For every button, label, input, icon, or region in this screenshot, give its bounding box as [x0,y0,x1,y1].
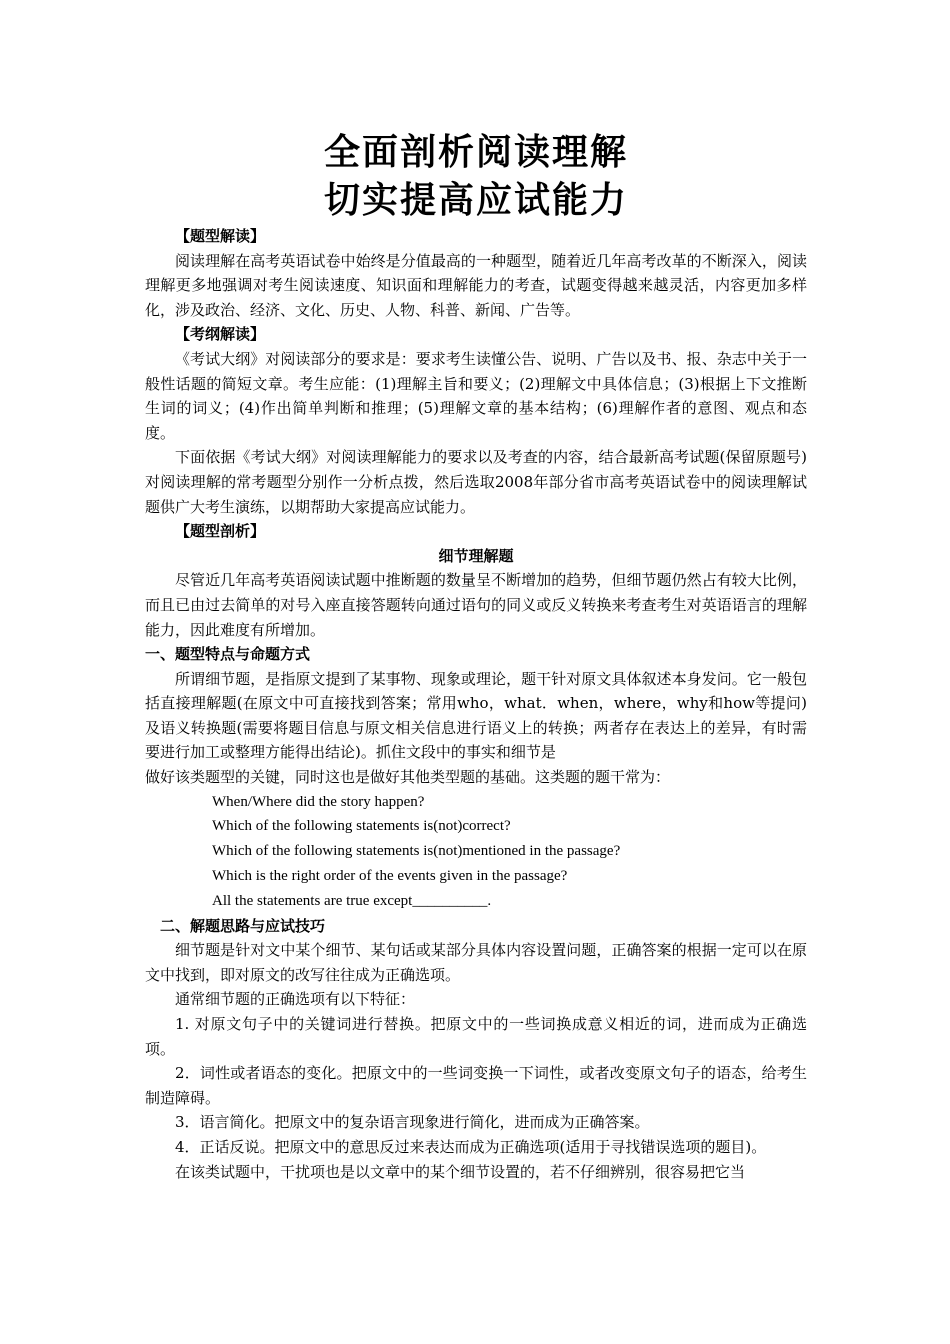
example-question: All the statements are true except__________. [212,892,492,909]
section-paragraph: 阅读理解在高考英语试卷中始终是分值最高的一种题型，随着近几年高考改革的不断深入，阅读理解更多地强调对考生阅读速度、知识面和理解能力的考查，试题变得越来越灵活，内容更加多样化，涉及政治、经济、文化、历史、人物、科普、新闻、广告等。 [145,251,807,319]
section-paragraph: 《考试大纲》对阅读部分的要求是：要求考生读懂公告、说明、广告以及书、报、杂志中关于一般性话题的简短文章。考生应能：(1)理解主旨和要义；(2)理解文中具体信息；(3)根据上下文推断生词的词义；(4)作出简单判断和推理；(5)理解文章的基本结构；(6)理解作者的意图、观点和态度。 [145,349,807,442]
list-item: 4．正话反说。把原文中的意思反过来表达而成为正确选项(适用于寻找错误选项的题目)。 [175,1137,767,1156]
part-heading-1: 一、题型特点与命题方式 [145,645,311,664]
list-item: 3．语言简化。把原文中的复杂语言现象进行简化，进而成为正确答案。 [175,1113,650,1132]
section-paragraph: 尽管近几年高考英语阅读试题中推断题的数量呈不断增加的趋势，但细节题仍然占有较大比例，而且已由过去简单的对号入座直接答题转向通过语句的同义或反义转换来考查考生对英语语言的理解能力，因此难度有所增加。 [145,571,807,639]
section-paragraph: 通常细节题的正确选项有以下特征： [175,990,416,1009]
section-paragraph: 细节题是针对文中某个细节、某句话或某部分具体内容设置问题，正确答案的根据一定可以在原文中找到，即对原文的改写往往成为正确选项。 [145,941,807,984]
section-paragraph: 所谓细节题，是指原文提到了某事物、现象或理论，题干针对原文具体叙述本身发问。它一般包括直接理解题(在原文中可直接找到答案；常用who，what．when，where，why和how等提问)及语义转换题(需要将题目信息与原文相关信息进行语义上的转换；两者存在表达上的差异，有时需要进行加工或整理方能得出结论)。抓住文段中的事实和细节是 [145,669,807,762]
subsection-title: 细节理解题 [438,546,514,565]
part-heading-2: 二、解题思路与应试技巧 [160,916,326,935]
section-paragraph: 在该类试题中，干扰项也是以文章中的某个细节设置的，若不仔细辨别，很容易把它当 [175,1162,746,1181]
example-question: Which of the following statements is(not)mentioned in the passage? [212,843,621,860]
example-question: Which is the right order of the events given in the passage? [212,868,568,885]
section-paragraph-continued: 做好该类题型的关键，同时这也是做好其他类型题的基础。这类题的题干常为： [145,768,671,787]
title-line-1: 全面剖析阅读理解 [323,131,628,173]
section-heading-type-reading: 【题型解读】 [175,227,266,245]
example-question: When/Where did the story happen? [212,793,425,810]
list-item: 2．词性或者语态的变化。把原文中的一些词变换一下词性，或者改变原文句子的语态，给考生制造障碍。 [145,1064,807,1107]
example-question: Which of the following statements is(not)correct? [212,818,511,835]
title-line-2: 切实提高应试能力 [323,179,628,221]
section-heading-syllabus: 【考纲解读】 [175,325,266,344]
section-heading-analysis: 【题型剖析】 [175,522,266,541]
section-paragraph: 下面依据《考试大纲》对阅读理解能力的要求以及考查的内容，结合最新高考试题(保留原题号)对阅读理解的常考题型分别作一分析点拨，然后选取2008年部分省市高考英语试卷中的阅读理解试题供广大考生演练，以期帮助大家提高应试能力。 [145,448,807,516]
document-page [145,128,807,1184]
list-item: 1. 对原文句子中的关键词进行替换。把原文中的一些词换成意义相近的词，进而成为正确选项。 [145,1015,807,1058]
